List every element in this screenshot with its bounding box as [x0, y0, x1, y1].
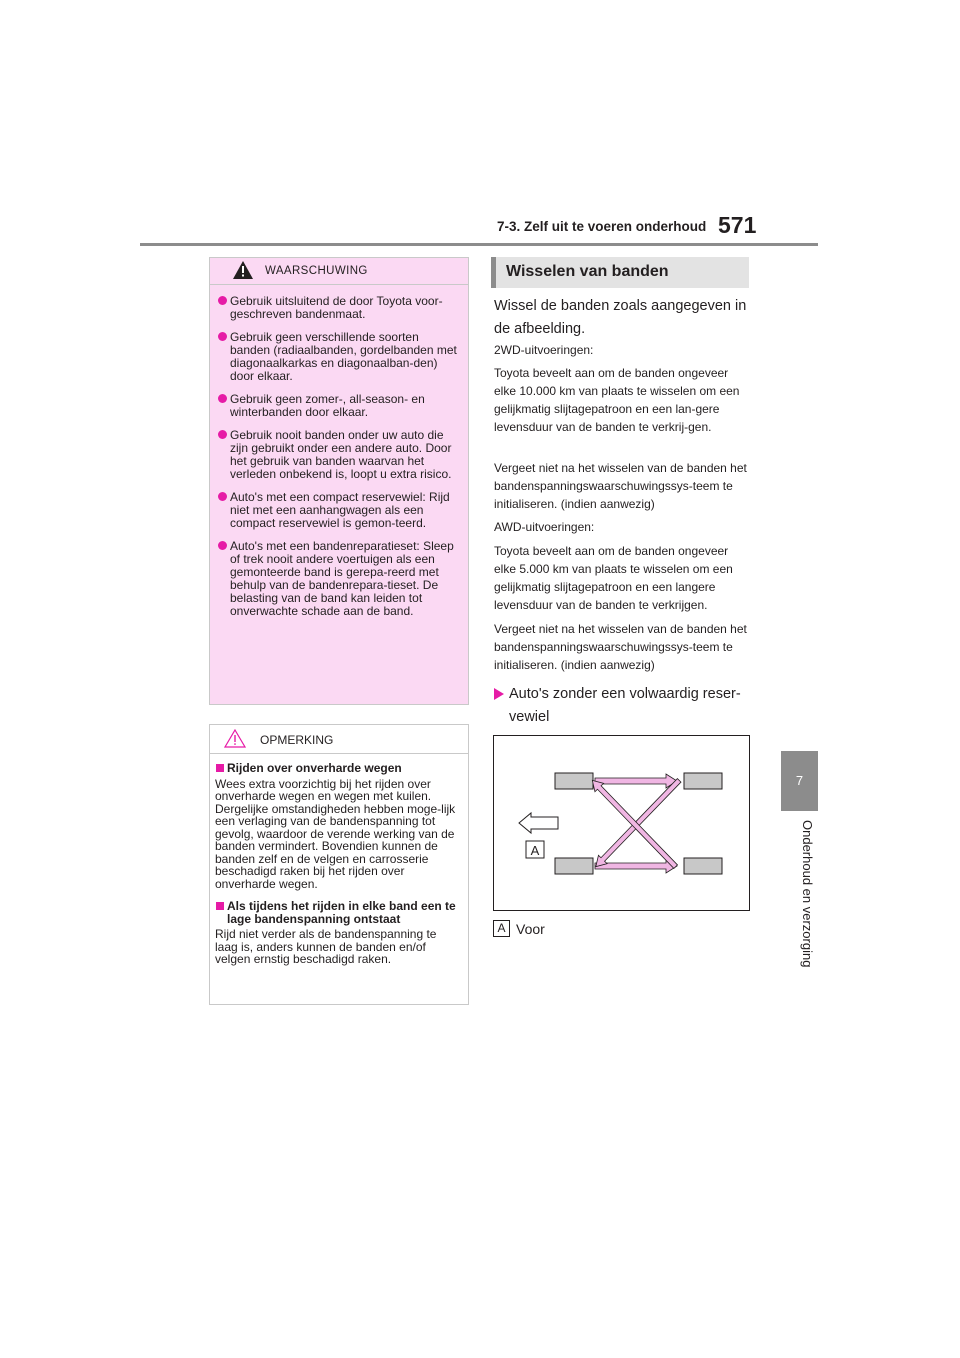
front-right-tire	[684, 773, 722, 789]
bullet-icon	[218, 430, 227, 439]
warning-box	[209, 257, 469, 705]
legend-key: A	[493, 920, 510, 937]
rear-right-tire	[684, 858, 722, 874]
sub-item-text: Auto's zonder een volwaardig reser-vewiel	[509, 686, 741, 725]
bullet-icon	[218, 492, 227, 501]
warning-item: Gebruik geen zomer-, all-season- en winterbanden door elkaar.	[218, 393, 458, 419]
warning-triangle-icon	[233, 261, 253, 279]
warning-item: Gebruik geen verschillende soorten banden (radiaalbanden, gordelbanden met diagonaalkarkas en diagonaalban-den) door elkaar.	[218, 331, 458, 383]
lead-paragraph: Wissel de banden zoals aangegeven in de afbeelding.	[494, 298, 747, 337]
square-bullet-icon	[216, 902, 224, 910]
note-box	[209, 724, 469, 1005]
bullet-icon	[218, 541, 227, 550]
body-paragraph: Vergeet niet na het wisselen van de banden het bandenspanningswaarschuwingssys-teem te initialiseren. (indien aanwezig)	[494, 461, 747, 511]
rear-left-tire	[555, 858, 593, 874]
section-heading-text: Wisselen van banden	[506, 263, 669, 280]
chapter-label: Onderhoud en verzorging	[800, 820, 815, 968]
warning-list	[210, 285, 468, 618]
legend-text: Voor	[516, 921, 545, 937]
tire-rotation-diagram	[493, 735, 750, 911]
chapter-tab	[781, 751, 818, 811]
body-paragraph: 2WD-uitvoeringen:	[494, 343, 594, 357]
triangle-pointer-icon	[494, 688, 504, 700]
note-header	[210, 725, 468, 754]
warning-heading: WAARSCHUWING	[265, 265, 368, 277]
warning-item: Gebruik nooit banden onder uw auto die zijn gebruikt onder een andere auto. Door het gebruik van banden waarvan het verleden onbekend is, loopt u extra risico.	[218, 429, 458, 481]
section-title: 7-3. Zelf uit te voeren onderhoud	[497, 219, 707, 234]
section-heading	[491, 257, 749, 288]
front-left-tire	[555, 773, 593, 789]
note-heading: OPMERKING	[260, 733, 334, 747]
warning-item: Gebruik uitsluitend de door Toyota voor-geschreven bandenmaat.	[218, 295, 458, 321]
header-rule	[140, 243, 818, 246]
top-right-arrow	[595, 774, 677, 788]
warning-item: Auto's met een bandenreparatieset: Sleep of trek nooit andere voertuigen als een gemonteerde band is gerepa-reerd met behulp van de bandenrepara-tieset. De belasting van de band kan leiden tot onverwachte schade aan de band.	[218, 540, 458, 618]
rotation-illustration	[494, 736, 749, 910]
bullet-icon	[218, 332, 227, 341]
body-paragraph: AWD-uitvoeringen:	[494, 520, 595, 534]
body-paragraph: Toyota beveelt aan om de banden ongeveer elke 10.000 km van plaats te wisselen om een gelijkmatig slijtagepatroon en een lan-gere levensduur van de banden te verkrij-gen.	[494, 366, 740, 434]
caution-triangle-icon	[224, 729, 246, 748]
sub-item	[494, 683, 752, 728]
diagram-label: A	[530, 843, 540, 858]
bottom-right-arrow	[595, 859, 677, 873]
front-direction-arrow	[519, 813, 558, 833]
note-paragraph: Wees extra voorzichtig bij het rijden over onverharde wegen en wegen met kuilen. Dergelijke omstandigheden hebben moge-lijk een verlaging van de bandenspanning tot gevolg, waardoor de verende werking van de banden vermindert. Bovendien kunnen de banden zelf en de velgen en carrosserie beschadigd raken bij het rijden over onverharde wegen.	[215, 776, 456, 891]
warning-header	[210, 258, 468, 285]
body-paragraph: Vergeet niet na het wisselen van de banden het bandenspanningswaarschuwingssys-teem te initialiseren. (indien aanwezig)	[494, 622, 747, 672]
bullet-icon	[218, 394, 227, 403]
note-paragraph: Rijd niet verder als de bandenspanning te laag is, anders kunnen de banden en/of velgen ernstig beschadigd raken.	[215, 927, 437, 966]
note-subheading: Als tijdens het rijden in elke band een te lage bandenspanning ontstaat	[215, 900, 462, 925]
bullet-icon	[218, 296, 227, 305]
square-bullet-icon	[216, 764, 224, 772]
note-body	[210, 754, 468, 966]
note-subheading: Rijden over onverharde wegen	[215, 762, 462, 775]
chapter-number: 7	[795, 773, 804, 788]
body-paragraph: Toyota beveelt aan om de banden ongeveer elke 5.000 km van plaats te wisselen om een gelijkmatig slijtagepatroon en een langere levensduur van de banden te verkrijgen.	[494, 544, 733, 612]
page-number: 571	[718, 212, 757, 238]
warning-item: Auto's met een compact reservewiel: Rijd niet met een aanhangwagen als een compact reservewiel is gemon-teerd.	[218, 491, 458, 530]
